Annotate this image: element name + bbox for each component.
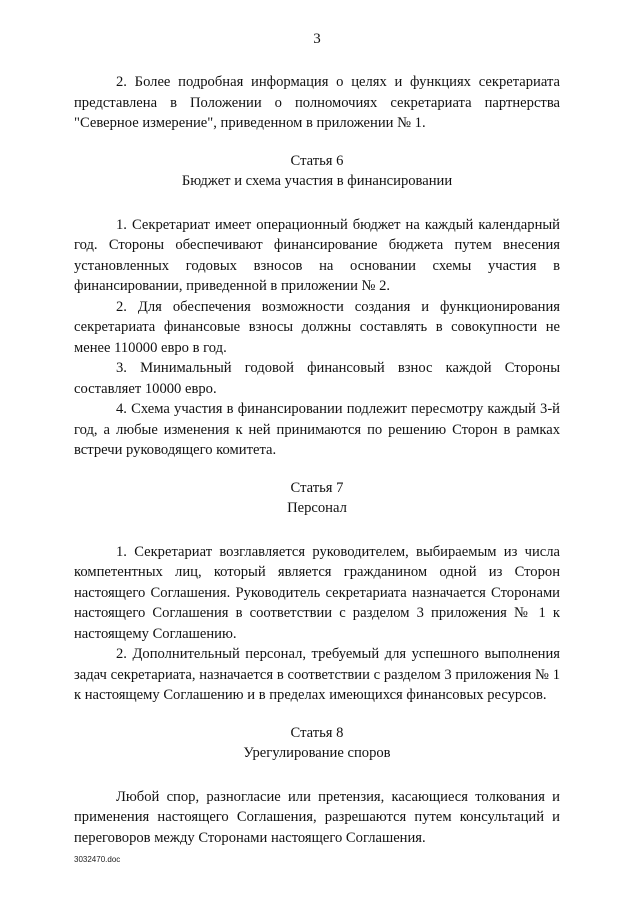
article-7-paragraph-2: 2. Дополнительный персонал, требуемый для успешного выполнения задач секретариата, назначается в соответствии с разделом 3 приложения № 1 к настоящему Соглашению и в пределах имеющихся финансовых ресурсов. xyxy=(74,646,560,703)
article-8-number: Статья 8 xyxy=(290,724,344,741)
intro-paragraph: 2. Более подробная информация о целях и функциях секретариата представлена в Положении о полномочиях секретариата партнерства "Северное измерение", приведенном в приложении № 1. xyxy=(74,74,560,131)
article-6-paragraph-2: 2. Для обеспечения возможности создания и функционирования секретариата финансовые взносы должны составлять в совокупности не менее 110000 евро в год. xyxy=(74,298,560,356)
article-8-paragraph-1: Любой спор, разногласие или претензия, касающиеся толкования и применения настоящего Соглашения, разрешаются путем консультаций и переговоров между Сторонами настоящего Соглашения. xyxy=(74,788,560,846)
article-6-paragraph-1: 1. Секретариат имеет операционный бюджет на каждый календарный год. Стороны обеспечивают финансирование бюджета путем внесения установленных годовых взносов на основании схемы участия в финансировании, приведенной в приложении № 2. xyxy=(74,216,560,294)
article-6-paragraph-3: 3. Минимальный годовой финансовый взнос каждой Стороны составляет 10000 евро. xyxy=(74,360,560,397)
article-6-title: Бюджет и схема участия в финансировании xyxy=(181,173,453,189)
article-7-title: Персонал xyxy=(287,500,347,516)
article-8-title: Урегулирование споров xyxy=(243,745,391,761)
document-body xyxy=(74,72,560,848)
footer-file-name: 3032470.doc xyxy=(74,855,121,864)
article-7-number: Статья 7 xyxy=(290,479,344,496)
article-6-number: Статья 6 xyxy=(290,152,344,169)
page-number: 3 xyxy=(313,31,321,47)
document-page xyxy=(74,0,560,905)
article-7-paragraph-1: 1. Секретариат возглавляется руководителем, выбираемым из числа компетентных лиц, который является гражданином одной из Сторон настоящего Соглашения. Руководитель секретариата назначается Сторонами настоящего Соглашения в соответствии с разделом 3 приложения № 1 к настоящему Соглашению. xyxy=(74,543,560,642)
article-6-paragraph-4: 4. Схема участия в финансировании подлежит пересмотру каждый 3-й год, а любые изменения к ней принимаются по решению Сторон в рамках встречи руководящего комитета. xyxy=(74,401,560,458)
